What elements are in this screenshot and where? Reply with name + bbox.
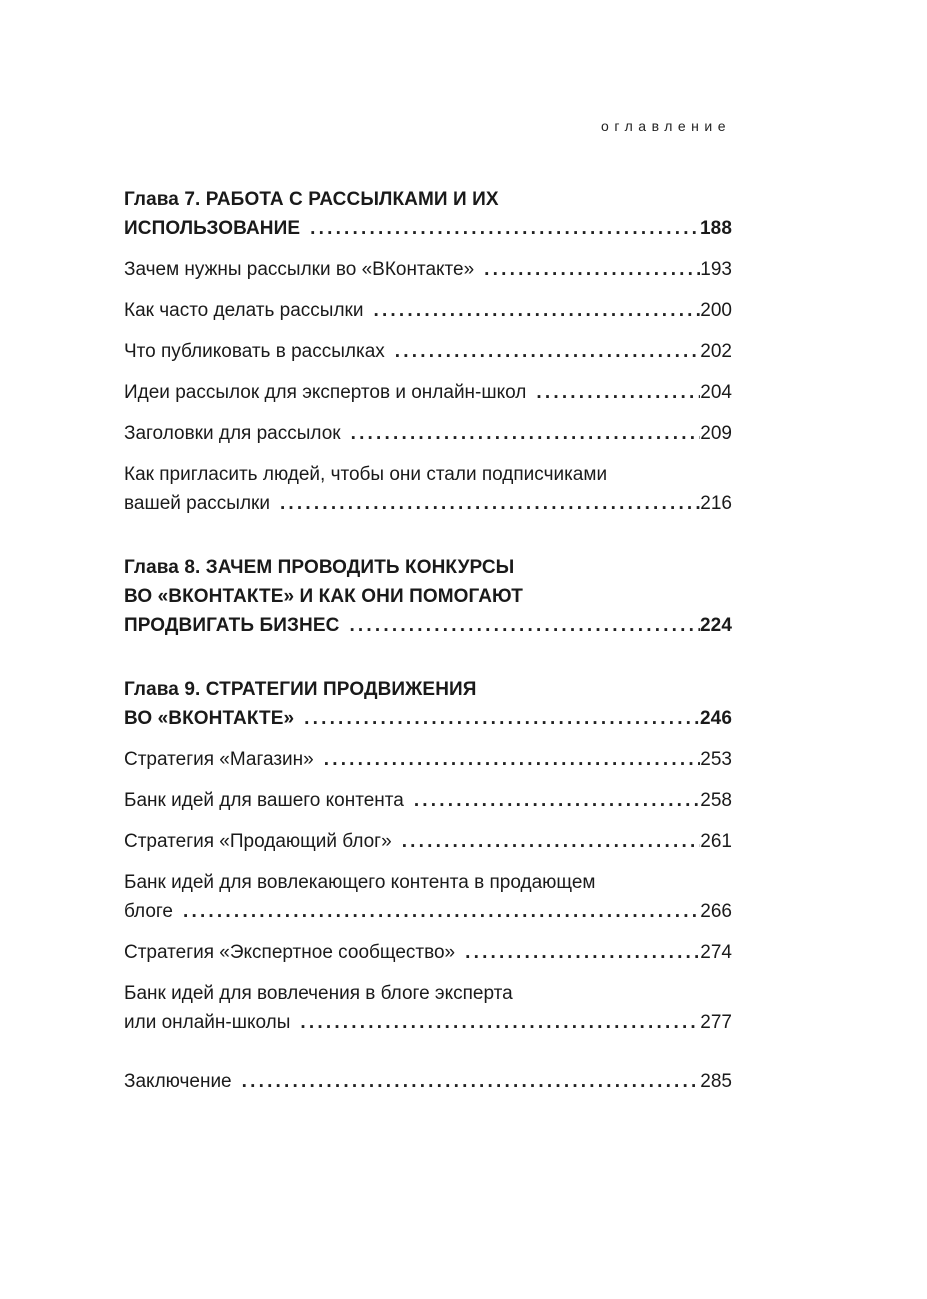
conclusion-page: 285 bbox=[700, 1071, 732, 1092]
toc-entry bbox=[124, 419, 732, 448]
chapter-9-heading bbox=[124, 675, 732, 733]
toc-entry-page: 266 bbox=[700, 901, 732, 922]
chapter-8-page: 224 bbox=[699, 615, 732, 636]
toc-entry bbox=[124, 337, 732, 366]
toc-entry-title: Зачем нужны рассылки во «ВКонтакте» bbox=[124, 259, 475, 280]
dot-leader bbox=[232, 1067, 701, 1096]
chapter-8-heading bbox=[124, 553, 732, 640]
chapter-9-title-line2: ВО «ВКОНТАКТЕ» bbox=[124, 708, 295, 729]
dot-leader bbox=[314, 745, 701, 774]
dot-leader bbox=[339, 611, 700, 640]
chapter-8-title-line3: ПРОДВИГАТЬ БИЗНЕС bbox=[124, 615, 340, 636]
toc-entry-page: 200 bbox=[700, 300, 732, 321]
dot-leader bbox=[270, 489, 700, 518]
toc-entry bbox=[124, 460, 732, 518]
toc-entry-page: 277 bbox=[700, 1012, 732, 1033]
toc-entry-title: Идеи рассылок для экспертов и онлайн-школ bbox=[124, 382, 527, 403]
running-head: оглавление bbox=[601, 118, 731, 134]
dot-leader bbox=[455, 938, 700, 967]
toc-entry-page: 261 bbox=[700, 831, 732, 852]
toc-entry-title: Стратегия «Экспертное сообщество» bbox=[124, 942, 456, 963]
toc-entry bbox=[124, 255, 732, 284]
toc-entry-title: вашей рассылки bbox=[124, 493, 270, 514]
toc-entry-page: 216 bbox=[700, 493, 732, 514]
conclusion-title: Заключение bbox=[124, 1071, 232, 1092]
dot-leader bbox=[526, 378, 700, 407]
toc-entry-title: Банк идей для вашего контента bbox=[124, 790, 404, 811]
chapter-9-page: 246 bbox=[699, 708, 732, 729]
table-of-contents bbox=[124, 185, 732, 1096]
toc-entry-page: 253 bbox=[700, 749, 732, 770]
toc-entry bbox=[124, 296, 732, 325]
chapter-7-page: 188 bbox=[699, 218, 732, 239]
toc-entry bbox=[124, 938, 732, 967]
dot-leader bbox=[392, 827, 701, 856]
toc-entry-title: Стратегия «Продающий блог» bbox=[124, 831, 392, 852]
toc-entry-title: или онлайн-школы bbox=[124, 1012, 291, 1033]
dot-leader bbox=[363, 296, 700, 325]
toc-entry-title: Стратегия «Магазин» bbox=[124, 749, 314, 770]
toc-entry bbox=[124, 786, 732, 815]
toc-entry-title: Заголовки для рассылок bbox=[124, 423, 341, 444]
toc-entry bbox=[124, 827, 732, 856]
toc-entry bbox=[124, 378, 732, 407]
dot-leader bbox=[341, 419, 701, 448]
chapter-8-title-line1: Глава 8. ЗАЧЕМ ПРОВОДИТЬ КОНКУРСЫ bbox=[124, 557, 515, 578]
dot-leader bbox=[173, 897, 700, 926]
dot-leader bbox=[474, 255, 700, 284]
toc-entry-title-line1: Банк идей для вовлекающего контента в продающем bbox=[124, 872, 596, 893]
toc-entry-title: Что публиковать в рассылках bbox=[124, 341, 385, 362]
conclusion-entry bbox=[124, 1067, 732, 1096]
chapter-8-title-line2: ВО «ВКОНТАКТЕ» И КАК ОНИ ПОМОГАЮТ bbox=[124, 586, 523, 607]
toc-entry-title: Как часто делать рассылки bbox=[124, 300, 364, 321]
dot-leader bbox=[290, 1008, 700, 1037]
toc-entry-page: 209 bbox=[700, 423, 732, 444]
toc-entry-page: 258 bbox=[700, 790, 732, 811]
dot-leader bbox=[404, 786, 700, 815]
dot-leader bbox=[294, 704, 700, 733]
chapter-7-title-line1: Глава 7. РАБОТА С РАССЫЛКАМИ И ИХ bbox=[124, 189, 499, 210]
toc-entry-page: 274 bbox=[700, 942, 732, 963]
toc-entry-title-line1: Банк идей для вовлечения в блоге эксперта bbox=[124, 983, 513, 1004]
toc-entry bbox=[124, 868, 732, 926]
dot-leader bbox=[300, 214, 700, 243]
chapter-7-title-line2: ИСПОЛЬЗОВАНИЕ bbox=[124, 218, 301, 239]
chapter-7-heading bbox=[124, 185, 732, 243]
dot-leader bbox=[385, 337, 701, 366]
chapter-9-title-line1: Глава 9. СТРАТЕГИИ ПРОДВИЖЕНИЯ bbox=[124, 679, 477, 700]
toc-entry-title-line1: Как пригласить людей, чтобы они стали подписчиками bbox=[124, 464, 608, 485]
toc-entry bbox=[124, 979, 732, 1037]
toc-entry-page: 193 bbox=[700, 259, 732, 280]
toc-entry-page: 202 bbox=[700, 341, 732, 362]
toc-entry-title: блоге bbox=[124, 901, 173, 922]
toc-entry bbox=[124, 745, 732, 774]
toc-entry-page: 204 bbox=[700, 382, 732, 403]
